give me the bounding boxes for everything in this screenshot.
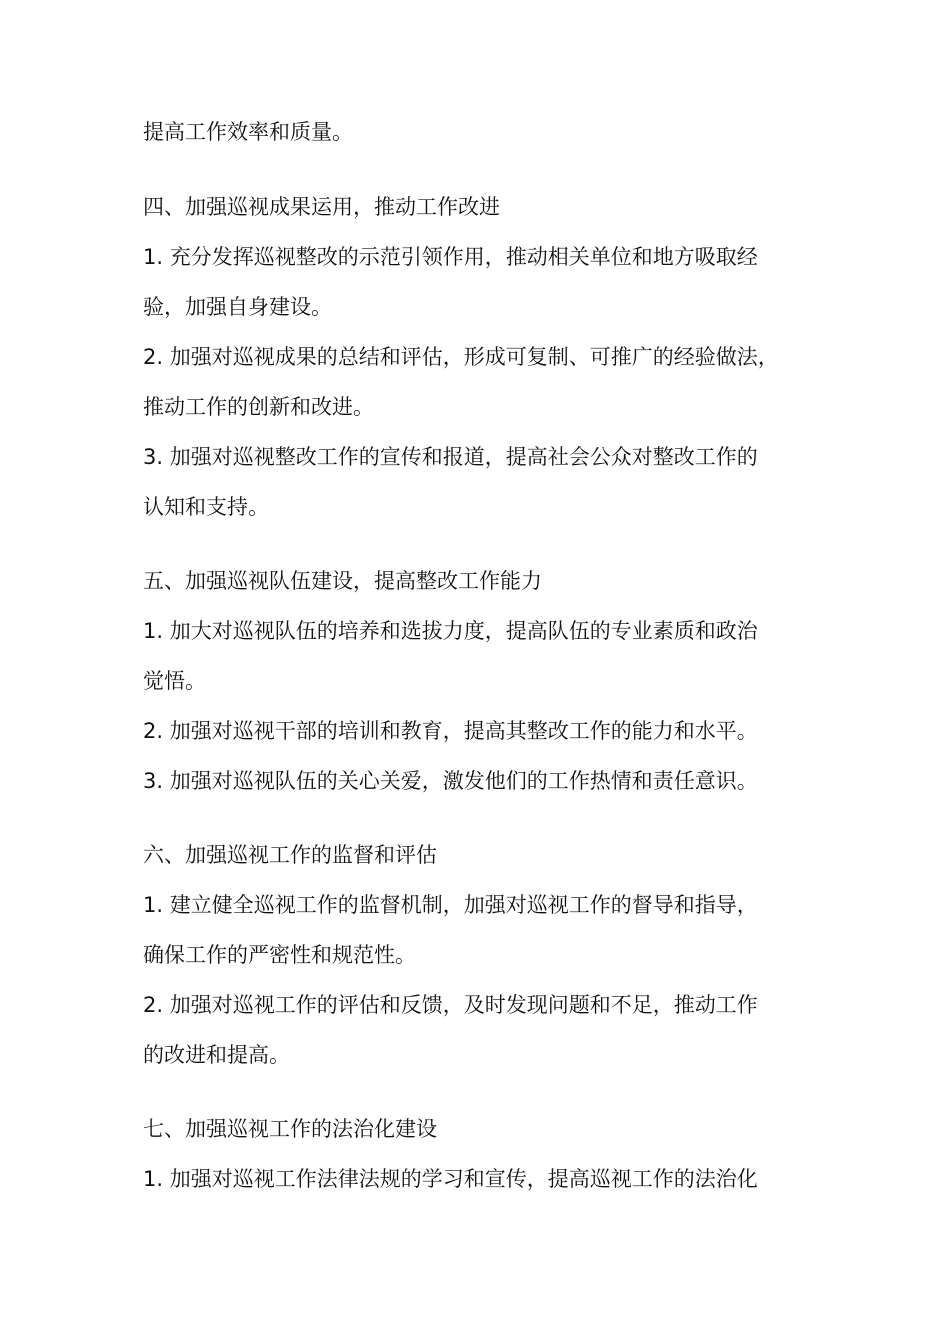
list-item-7-1-line-1: 1. 加强对巡视工作法律法规的学习和宣传，提高巡视工作的法治化 <box>143 1167 758 1191</box>
list-item-4-2-line-2: 推动工作的创新和改进。 <box>143 395 374 419</box>
list-item-5-3: 3. 加强对巡视队伍的关心关爱，激发他们的工作热情和责任意识。 <box>143 769 758 793</box>
list-item-4-2-line-1: 2. 加强对巡视成果的总结和评估，形成可复制、可推广的经验做法， <box>143 345 779 369</box>
paragraph-continuation: 提高工作效率和质量。 <box>143 120 353 144</box>
list-item-6-1-line-2: 确保工作的严密性和规范性。 <box>143 943 416 967</box>
list-item-6-2-line-1: 2. 加强对巡视工作的评估和反馈，及时发现问题和不足，推动工作 <box>143 993 758 1017</box>
list-item-5-2: 2. 加强对巡视干部的培训和教育，提高其整改工作的能力和水平。 <box>143 719 758 743</box>
section-heading-4: 四、加强巡视成果运用，推动工作改进 <box>143 195 500 219</box>
section-heading-5: 五、加强巡视队伍建设，提高整改工作能力 <box>143 569 542 593</box>
list-item-6-2-line-2: 的改进和提高。 <box>143 1043 290 1067</box>
list-item-5-1-line-1: 1. 加大对巡视队伍的培养和选拔力度，提高队伍的专业素质和政治 <box>143 619 758 643</box>
section-heading-6: 六、加强巡视工作的监督和评估 <box>143 843 437 867</box>
list-item-4-1-line-1: 1. 充分发挥巡视整改的示范引领作用，推动相关单位和地方吸取经 <box>143 245 758 269</box>
list-item-4-3-line-1: 3. 加强对巡视整改工作的宣传和报道，提高社会公众对整改工作的 <box>143 445 758 469</box>
list-item-6-1-line-1: 1. 建立健全巡视工作的监督机制，加强对巡视工作的督导和指导， <box>143 893 758 917</box>
list-item-4-1-line-2: 验，加强自身建设。 <box>143 295 332 319</box>
list-item-4-3-line-2: 认知和支持。 <box>143 495 269 519</box>
list-item-5-1-line-2: 觉悟。 <box>143 669 206 693</box>
section-heading-7: 七、加强巡视工作的法治化建设 <box>143 1117 437 1141</box>
